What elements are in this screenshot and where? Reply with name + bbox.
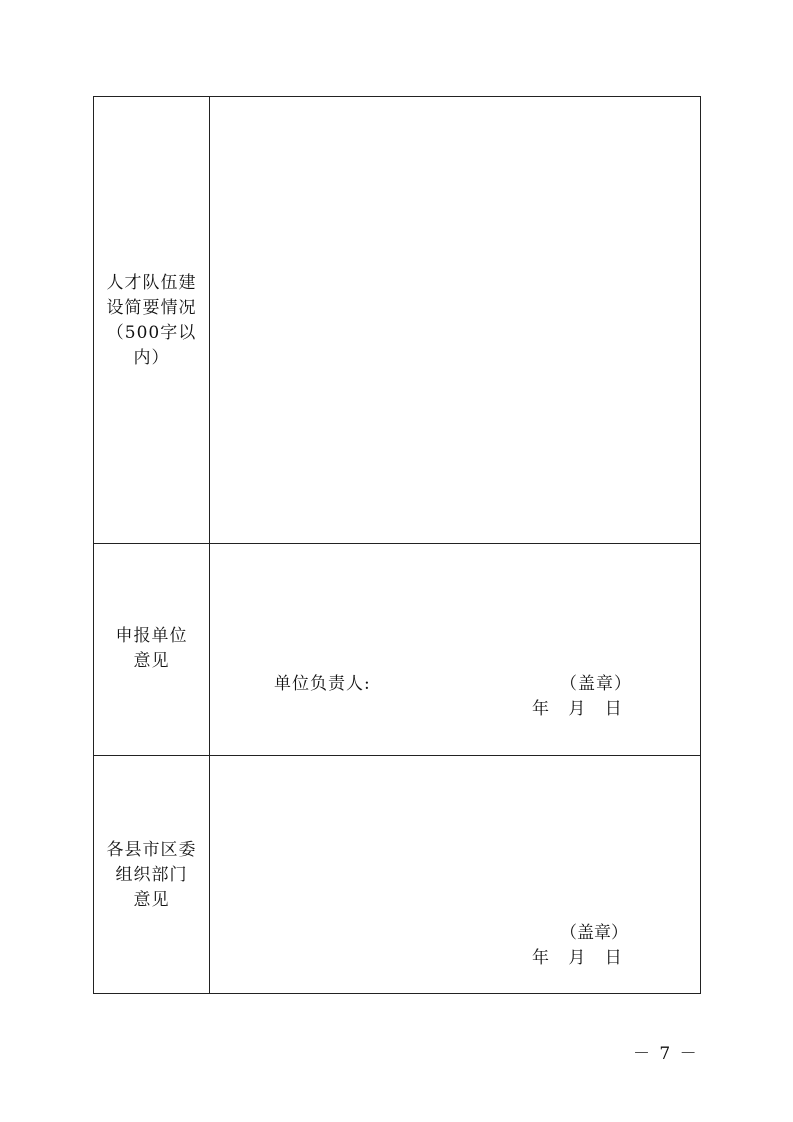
application-form-table — [93, 96, 701, 994]
row-label-organization-dept-opinion — [98, 838, 205, 913]
label-line: 人才队伍建 — [106, 273, 197, 293]
label-line: 设简要情况 — [106, 298, 197, 318]
label-line: （500字以 — [106, 323, 197, 343]
label-line: 意见 — [133, 651, 170, 671]
organization-dept-opinion-field[interactable] — [210, 756, 700, 993]
applicant-opinion-field[interactable] — [210, 544, 700, 755]
seal-label: （盖章） — [560, 674, 632, 694]
label-cell-organization-dept-opinion — [94, 756, 210, 993]
unit-leader-label: 单位负责人: — [274, 674, 371, 694]
label-cell-talent-team-summary — [94, 97, 210, 543]
page-number: － 7 － — [633, 1044, 697, 1064]
label-line: 意见 — [133, 890, 170, 910]
row-label-applicant-opinion — [98, 624, 205, 674]
label-line: 申报单位 — [115, 626, 188, 646]
label-line: 组织部门 — [115, 865, 188, 885]
talent-team-summary-field[interactable] — [210, 97, 700, 543]
form-row-talent-team-summary — [94, 97, 700, 544]
label-cell-applicant-opinion — [94, 544, 210, 755]
label-line: 各县市区委 — [106, 840, 197, 860]
form-row-organization-dept-opinion — [94, 756, 700, 993]
date-label: 年 月 日 — [532, 699, 622, 719]
form-row-applicant-opinion — [94, 544, 700, 756]
seal-label: （盖章） — [560, 923, 628, 943]
label-line: 内） — [133, 348, 170, 368]
date-label: 年 月 日 — [532, 948, 622, 968]
row-label-talent-team-summary — [98, 271, 205, 371]
